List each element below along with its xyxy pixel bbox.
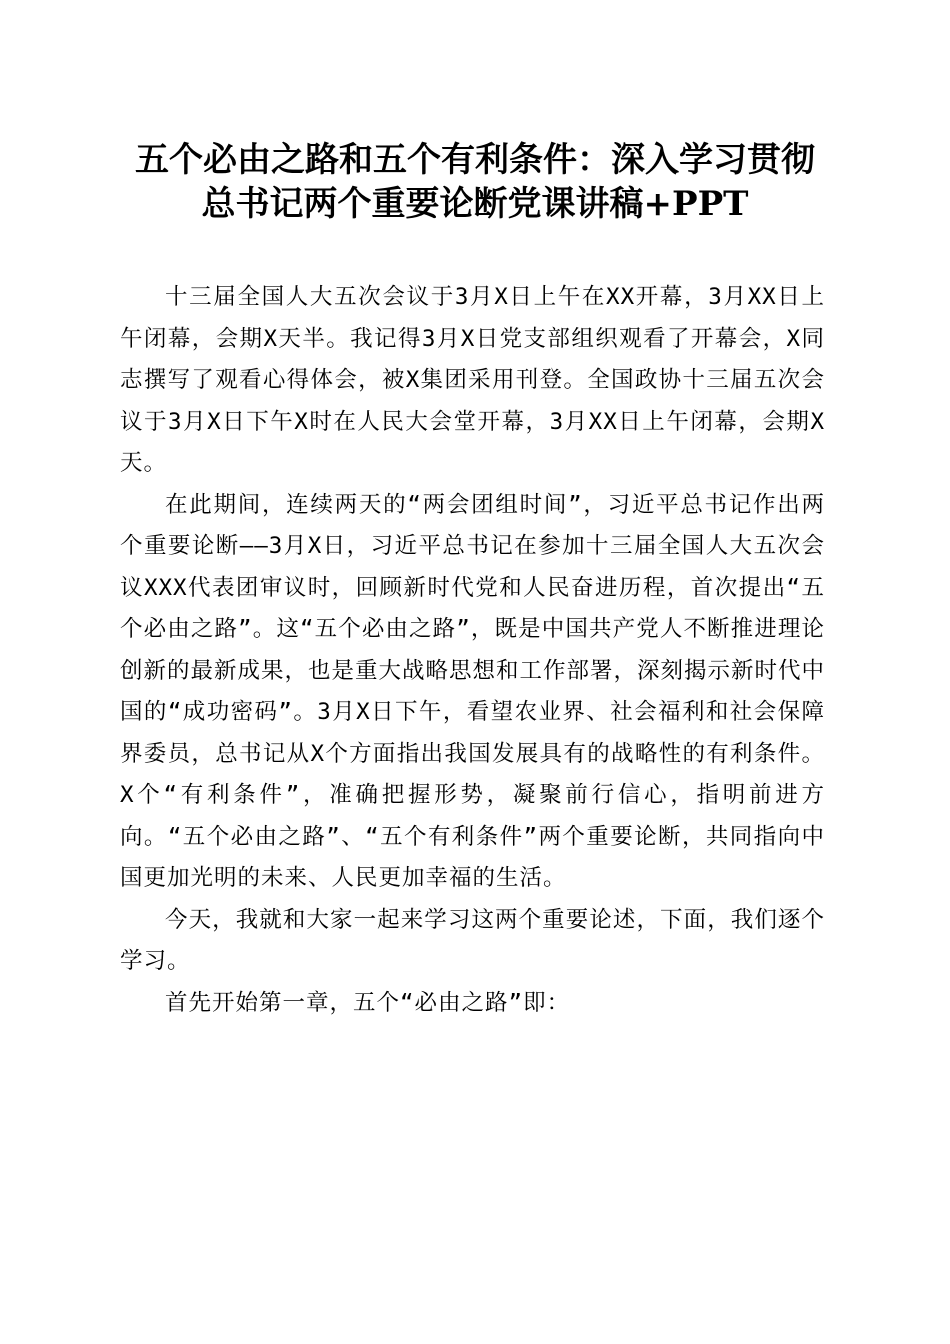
document-title [100,138,850,226]
title-line-2: 总书记两个重要论断党课讲稿+PPT [201,184,749,224]
paragraph-1: 十三届全国人大五次会议于3月X日上午在XX开幕，3月XX日上午闭幕，会期X天半。我记得3月X日党支部组织观看了开幕会，X同志撰写了观看心得体会，被X集团采用刊登。全国政协十三届五次会议于3月X日下午X时在人民大会堂开幕，3月XX日上午闭幕，会期X天。 [120,284,825,476]
paragraph-4: 首先开始第一章，五个“必由之路”即： [165,989,571,1016]
paragraph-2: 在此期间，连续两天的“两会团组时间”，习近平总书记作出两个重要论断——3月X日，习近平总书记在参加十三届全国人大五次会议XXX代表团审议时，回顾新时代党和人民奋进历程，首次提出“五个必由之路”。这“五个必由之路”，既是中国共产党人不断推进理论创新的最新成果，也是重大战略思想和工作部署，深刻揭示新时代中国的“成功密码”。3月X日下午，看望农业界、社会福利和社会保障界委员，总书记从X个方面指出我国发展具有的战略性的有利条件。X个“有利条件”，准确把握形势，凝聚前行信心，指明前进方向。“五个必由之路”、“五个有利条件”两个重要论断，共同指向中国更加光明的未来、人民更加幸福的生活。 [120,491,826,891]
document-body [120,277,825,1024]
paragraph-3: 今天，我就和大家一起来学习这两个重要论述，下面，我们逐个学习。 [120,906,825,974]
title-line-1: 五个必由之路和五个有利条件：深入学习贯彻 [135,140,815,180]
